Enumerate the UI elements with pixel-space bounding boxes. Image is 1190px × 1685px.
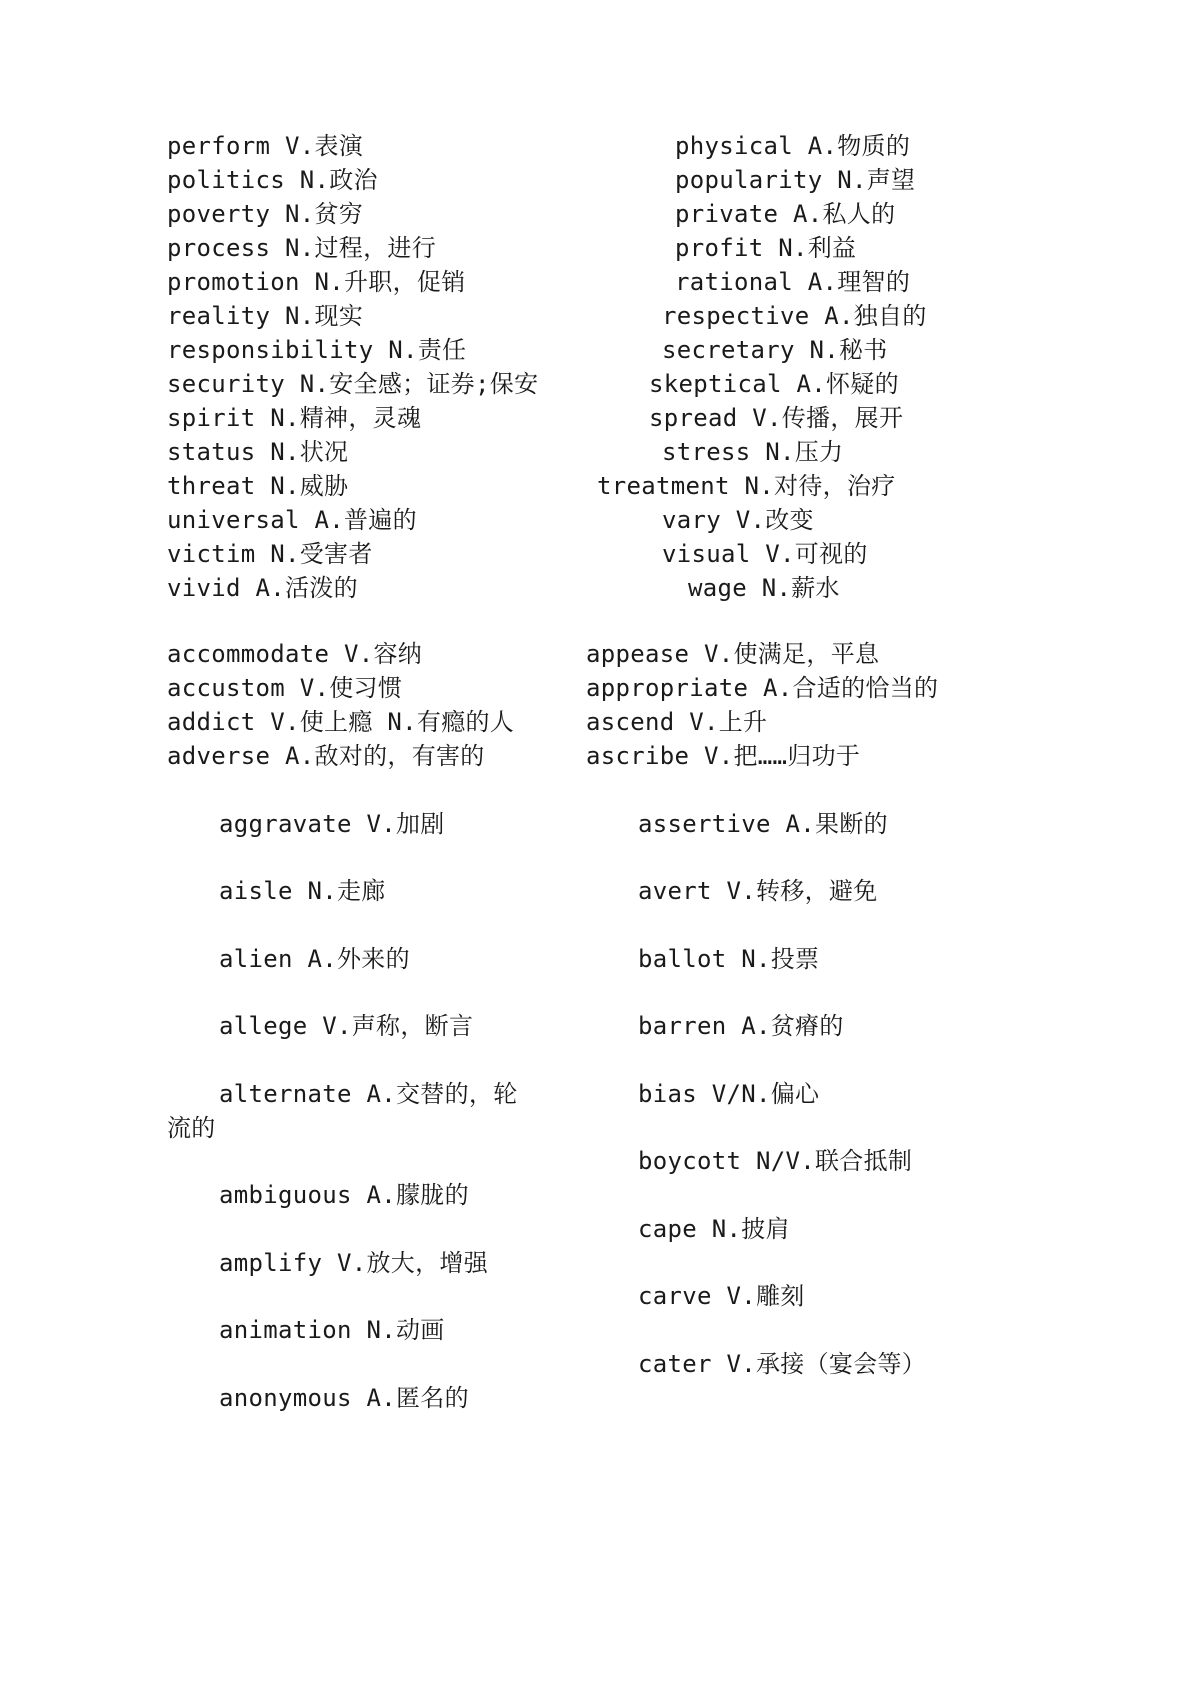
vocab-entry: visual V.可视的 [662,540,868,568]
vocab-entry: spread V.传播，展开 [649,404,904,432]
vocab-entry: private A.私人的 [675,200,896,228]
vocab-entry: popularity N.声望 [675,166,916,194]
vocab-entry: rational A.理智的 [675,268,911,296]
vocab-entry: alien A.外来的 [219,945,410,973]
vocab-entry: barren A.贫瘠的 [638,1012,844,1040]
vocab-entry: secretary N.秘书 [662,336,888,364]
vocab-entry: promotion N.升职，促销 [167,268,466,296]
vocab-entry: aggravate V.加剧 [219,810,445,838]
vocab-entry: responsibility N.责任 [167,336,467,364]
vocab-entry: carve V.雕刻 [638,1282,805,1310]
vocab-entry: ambiguous A.朦胧的 [219,1181,469,1209]
vocab-entry: profit N.利益 [675,234,857,262]
vocab-entry: victim N.受害者 [167,540,373,568]
vocab-entry: cater V.承接（宴会等） [638,1350,927,1378]
vocab-entry: security N.安全感；证券;保安 [167,370,539,398]
vocab-entry: wage N.薪水 [688,574,840,602]
vocab-entry: accustom V.使习惯 [167,674,403,702]
vocab-entry: addict V.使上瘾 N.有瘾的人 [167,708,515,736]
vocab-entry: appropriate A.合适的恰当的 [586,674,939,702]
vocab-entry: physical A.物质的 [675,132,911,160]
vocab-entry: avert V.转移，避免 [638,877,878,905]
vocab-entry: respective A.独自的 [662,302,927,330]
vocab-entry: vary V.改变 [662,506,814,534]
vocab-entry: ascend V.上升 [586,708,768,736]
vocab-entry: spirit N.精神，灵魂 [167,404,422,432]
vocab-entry: ascribe V.把……归功于 [586,742,861,770]
vocab-entry: amplify V.放大，增强 [219,1249,488,1277]
vocab-entry: aisle N.走廊 [219,877,386,905]
vocab-entry: treatment N.对待，治疗 [597,472,896,500]
vocab-entry: status N.状况 [167,438,349,466]
vocab-entry: alternate A.交替的，轮 [219,1080,518,1108]
vocab-entry: universal A.普遍的 [167,506,417,534]
vocab-entry: skeptical A.怀疑的 [649,370,899,398]
vocab-entry: stress N.压力 [662,438,844,466]
vocab-entry: process N.过程，进行 [167,234,436,262]
vocab-entry: threat N.威胁 [167,472,349,500]
vocab-entry: allege V.声称，断言 [219,1012,474,1040]
vocab-entry: vivid A.活泼的 [167,574,358,602]
vocab-entry: cape N.披肩 [638,1215,790,1243]
vocab-entry: politics N.政治 [167,166,378,194]
vocab-entry: appease V.使满足，平息 [586,640,880,668]
vocab-entry: assertive A.果断的 [638,810,888,838]
vocab-entry: bias V/N.偏心 [638,1080,820,1108]
vocab-entry: perform V.表演 [167,132,364,160]
vocab-entry: boycott N/V.联合抵制 [638,1147,913,1175]
vocab-entry: ballot N.投票 [638,945,820,973]
vocab-entry-continuation: 流的 [167,1114,216,1142]
vocab-entry: animation N.动画 [219,1316,445,1344]
vocab-entry: anonymous A.匿名的 [219,1384,469,1412]
vocab-entry: reality N.现实 [167,302,364,330]
vocab-entry: accommodate V.容纳 [167,640,423,668]
vocab-entry: adverse A.敌对的，有害的 [167,742,485,770]
vocab-entry: poverty N.贫穷 [167,200,364,228]
